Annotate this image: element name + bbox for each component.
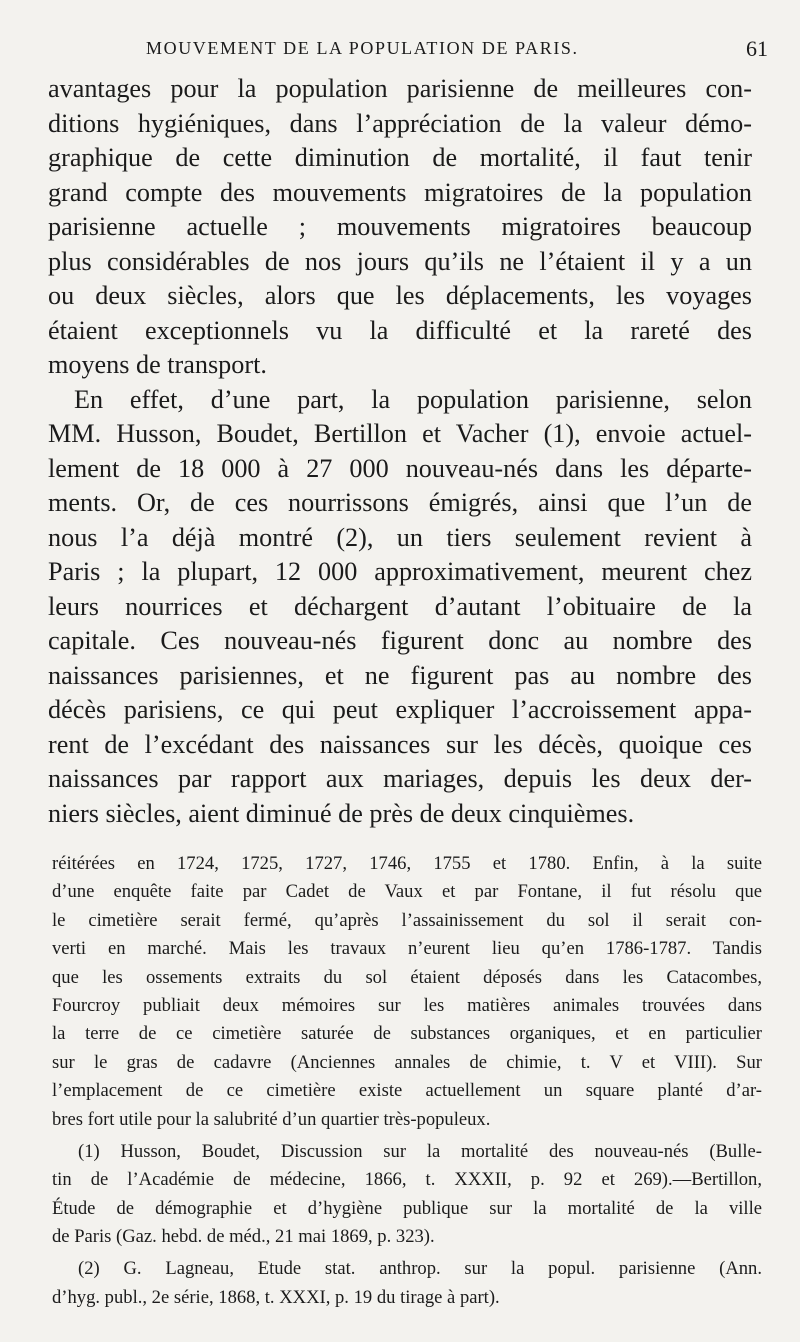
body-line: lement de 18 000 à 27 000 nouveau-nés dans les départe-: [48, 453, 752, 483]
footnote-line: l’emplacement de ce cimetière existe actuellement un square planté d’ar-: [52, 1080, 762, 1102]
body-line: décès parisiens, ce qui peut expliquer l’accroissement appa-: [48, 695, 752, 724]
footnote-line: bres fort utile pour la salubrité d’un quartier très-populeux.: [52, 1108, 491, 1130]
body-line: graphique de cette diminution de mortalité, il faut tenir: [48, 143, 752, 172]
footnote-2: [52, 1255, 762, 1312]
body-line: plus considérables de nos jours qu’ils ne l’étaient il y a un: [48, 246, 752, 276]
page-number: 61: [746, 36, 768, 61]
body-line: parisienne actuelle ; mouvements migratoires beaucoup: [48, 212, 752, 241]
running-title: MOUVEMENT DE LA POPULATION DE PARIS.: [146, 38, 579, 58]
footnote-line: Étude de démographie et d’hygiène publique sur la mortalité de la ville: [52, 1197, 762, 1219]
body-line: rent de l’excédant des naissances sur les décès, quoique ces: [48, 729, 752, 759]
body-line: étaient exceptionnels vu la difficulté et la rareté des: [48, 315, 752, 345]
footnote-line: d’hyg. publ., 2e série, 1868, t. XXXI, p. 19 du tirage à part).: [52, 1286, 500, 1308]
footnote-line: tin de l’Académie de médecine, 1866, t. XXXII, p. 92 et 269).—Bertillon,: [52, 1169, 762, 1191]
footnotes: [52, 850, 762, 1312]
body-line: capitale. Ces nouveau-nés figurent donc au nombre des: [48, 626, 752, 655]
footnote-line: de Paris (Gaz. hebd. de méd., 21 mai 1869, p. 323).: [52, 1226, 435, 1248]
body-line: grand compte des mouvements migratoires de la population: [48, 177, 752, 207]
footnote-line: (2) G. Lagneau, Etude stat. anthrop. sur la popul. parisienne (Ann.: [78, 1258, 762, 1280]
body-line: Paris ; la plupart, 12 000 approximativement, meurent chez: [48, 557, 752, 586]
body-line: naissances parisiennes, et ne figurent pas au nombre des: [48, 660, 752, 690]
footnote-line: la terre de ce cimetière saturée de substances organiques, et en particulier: [52, 1023, 762, 1045]
body-line: naissances par rapport aux mariages, depuis les deux der-: [48, 764, 752, 793]
footnote-1: [52, 1138, 762, 1252]
footnote-line: que les ossements extraits du sol étaient déposés dans les Catacombes,: [52, 966, 762, 988]
body-line: moyens de transport.: [48, 350, 267, 379]
body-line: ments. Or, de ces nourrissons émigrés, ainsi que l’un de: [48, 488, 752, 517]
footnote-line: sur le gras de cadavre (Anciennes annales de chimie, t. V et VIII). Sur: [52, 1051, 762, 1073]
body-line: avantages pour la population parisienne de meilleures con-: [48, 74, 752, 103]
body-line: ou deux siècles, alors que les déplacements, les voyages: [48, 281, 752, 310]
body-line: nous l’a déjà montré (2), un tiers seulement revient à: [48, 522, 752, 552]
body-text: [48, 72, 752, 831]
body-line: niers siècles, aient diminué de près de deux cinquièmes.: [48, 798, 635, 828]
footnote-line: verti en marché. Mais les travaux n’eurent lieu qu’en 1786-1787. Tandis: [52, 938, 762, 960]
footnote-line: réitérées en 1724, 1725, 1727, 1746, 1755 et 1780. Enfin, à la suite: [52, 853, 762, 874]
running-head: [146, 36, 768, 62]
footnote-line: (1) Husson, Boudet, Discussion sur la mortalité des nouveau-nés (Bulle-: [78, 1140, 762, 1162]
footnote-line: d’une enquête faite par Cadet de Vaux et par Fontane, il fut résolu que: [52, 881, 762, 903]
body-line: MM. Husson, Boudet, Bertillon et Vacher (1), envoie actuel-: [48, 419, 752, 448]
body-line: En effet, d’une part, la population parisienne, selon: [74, 384, 752, 414]
body-line: leurs nourrices et déchargent d’autant l’obituaire de la: [48, 591, 752, 621]
footnote-continued: [52, 850, 762, 1134]
footnote-line: le cimetière serait fermé, qu’après l’assainissement du sol il serait con-: [52, 909, 762, 931]
footnote-line: Fourcroy publiait deux mémoires sur les matières animales trouvées dans: [52, 994, 762, 1016]
body-line: ditions hygiéniques, dans l’appréciation de la valeur démo-: [48, 108, 752, 138]
